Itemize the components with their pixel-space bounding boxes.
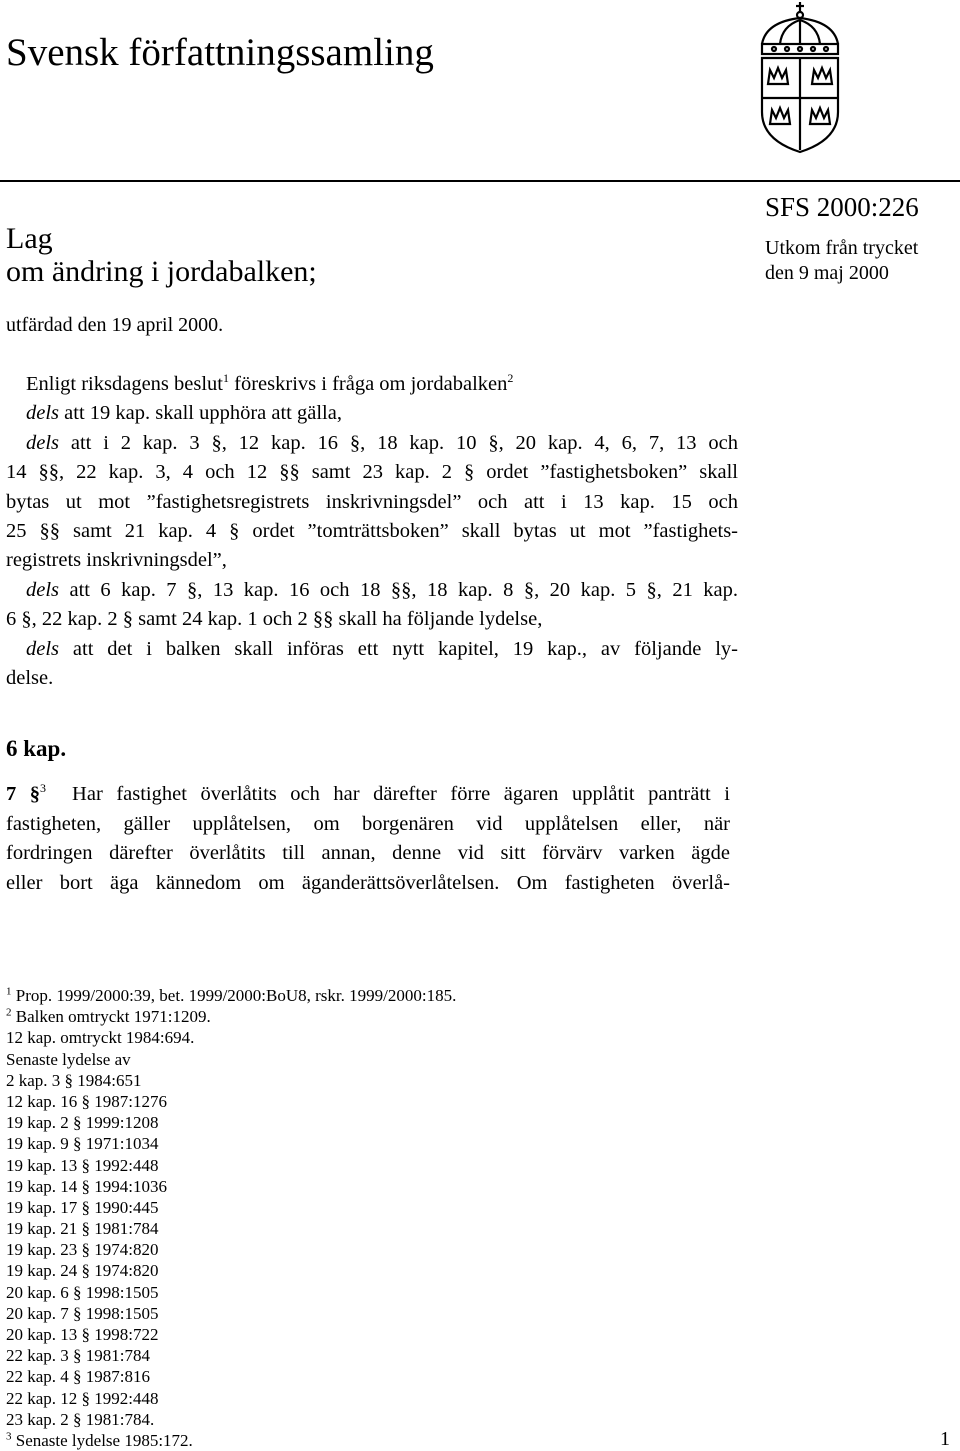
footnote-text: 2 kap. 3 § 1984:651 bbox=[6, 1070, 142, 1090]
footnote-text: 19 kap. 14 § 1994:1036 bbox=[6, 1176, 168, 1196]
footnote-text: Senaste lydelse av bbox=[6, 1049, 131, 1069]
publication-title: Svensk författningssamling bbox=[6, 31, 434, 74]
intro-text-span: att i 2 kap. 3 §, 12 kap. 16 §, 18 kap. 10 §, 20 kap. 4, 6, 7, 13 och bbox=[59, 431, 738, 454]
footnote-mark: 1 bbox=[6, 985, 12, 998]
footnote-line bbox=[6, 1176, 606, 1197]
footnote-line bbox=[6, 1324, 606, 1345]
footnote-text: 22 kap. 3 § 1981:784 bbox=[6, 1346, 151, 1366]
intro-line: 25 §§ samt 21 kap. 4 § ordet ”tomträttsboken” skall bytas ut mot ”fastighets- bbox=[6, 519, 738, 542]
page-number: 1 bbox=[940, 1428, 950, 1450]
footnote-text: 22 kap. 4 § 1987:816 bbox=[6, 1367, 151, 1387]
footnote-line bbox=[6, 1218, 606, 1239]
footnote-line bbox=[6, 1239, 606, 1260]
footnote-text: 19 kap. 2 § 1999:1208 bbox=[6, 1113, 159, 1133]
footnote-text: 19 kap. 9 § 1971:1034 bbox=[6, 1134, 159, 1154]
footnote-line bbox=[6, 1070, 606, 1091]
paragraph-number: 7 § bbox=[6, 783, 41, 805]
footnote-text: 19 kap. 21 § 1981:784 bbox=[6, 1219, 159, 1239]
paragraph-line: eller bort äga kännedom om äganderättsöverlåtelsen. Om fastigheten överlå- bbox=[6, 871, 730, 894]
intro-line bbox=[6, 370, 738, 399]
intro-text-span: föreskrivs i fråga om jordabalken bbox=[229, 373, 508, 395]
footnote-mark: 3 bbox=[6, 1430, 12, 1443]
footnote-line bbox=[6, 1430, 606, 1451]
footnotes bbox=[6, 985, 606, 1451]
intro-line bbox=[6, 635, 738, 664]
dels-keyword: dels bbox=[26, 402, 60, 425]
law-title bbox=[6, 222, 317, 288]
utkom-line-2: den 9 maj 2000 bbox=[765, 262, 889, 284]
intro-line bbox=[6, 429, 738, 458]
intro-text-span: att det i balken skall införas ett nytt kapitel, 19 kap., av följande ly- bbox=[59, 637, 738, 660]
footnote-text: 19 kap. 23 § 1974:820 bbox=[6, 1240, 159, 1260]
footnote-line bbox=[6, 1197, 606, 1218]
footnote-line bbox=[6, 1260, 606, 1281]
intro-line bbox=[6, 576, 738, 605]
footnote-line bbox=[6, 1345, 606, 1366]
footnote-line bbox=[6, 1366, 606, 1387]
sfs-number: SFS 2000:226 bbox=[765, 192, 919, 222]
intro-line: 6 §, 22 kap. 2 § samt 24 kap. 1 och 2 §§ skall ha följande lydelse, bbox=[6, 608, 543, 631]
footnote-line bbox=[6, 1388, 606, 1409]
footnote-text: 20 kap. 7 § 1998:1505 bbox=[6, 1303, 159, 1323]
footnote-text: Balken omtryckt 1971:1209. bbox=[11, 1007, 211, 1027]
dels-keyword: dels bbox=[26, 578, 60, 601]
footnote-text: 19 kap. 17 § 1990:445 bbox=[6, 1197, 159, 1217]
footnote-text: Prop. 1999/2000:39, bet. 1999/2000:BoU8, rskr. 1999/2000:185. bbox=[11, 986, 457, 1005]
paragraph-line bbox=[6, 780, 730, 810]
law-title-line-1: Lag bbox=[6, 222, 53, 255]
intro-line: 14 §§, 22 kap. 3, 4 och 12 §§ samt 23 kap. 2 § ordet ”fastighetsboken” skall bbox=[6, 461, 738, 484]
utkom-line-1: Utkom från trycket bbox=[765, 237, 919, 259]
footnote-line bbox=[6, 1133, 606, 1154]
footnote-text: 22 kap. 12 § 1992:448 bbox=[6, 1388, 159, 1408]
paragraph-7 bbox=[6, 780, 730, 898]
footnote-line bbox=[6, 1303, 606, 1324]
footnote-text: 23 kap. 2 § 1981:784. bbox=[6, 1409, 155, 1429]
publication-date bbox=[765, 236, 918, 286]
intro-text bbox=[6, 370, 738, 693]
footnote-text: 20 kap. 6 § 1998:1505 bbox=[6, 1282, 159, 1302]
paragraph-text: Har fastighet överlåtits och har därefter förre ägaren upplåtit panträtt i bbox=[72, 783, 730, 805]
footnote-text: 20 kap. 13 § 1998:722 bbox=[6, 1325, 159, 1344]
footnote-ref: 2 bbox=[507, 371, 514, 386]
footnote-line bbox=[6, 1409, 606, 1430]
chapter-heading: 6 kap. bbox=[6, 736, 67, 761]
intro-text-span: Enligt riksdagens beslut bbox=[26, 373, 224, 395]
footnote-line bbox=[6, 1112, 606, 1133]
intro-text-span: att 19 kap. skall upphöra att gälla, bbox=[59, 402, 342, 425]
law-title-line-2: om ändring i jordabalken; bbox=[6, 255, 317, 288]
footnote-text: 12 kap. omtryckt 1984:694. bbox=[6, 1028, 195, 1048]
footnote-line bbox=[6, 1049, 606, 1070]
footnote-text: 12 kap. 16 § 1987:1276 bbox=[6, 1091, 168, 1111]
footnote-line bbox=[6, 985, 606, 1006]
footnote-text: 19 kap. 24 § 1974:820 bbox=[6, 1261, 159, 1281]
footnote-text: Senaste lydelse 1985:172. bbox=[11, 1430, 193, 1450]
footnote-line bbox=[6, 1006, 606, 1027]
footnote-line bbox=[6, 1091, 606, 1112]
intro-line: registrets inskrivningsdel”, bbox=[6, 549, 227, 572]
footnote-line bbox=[6, 1155, 606, 1176]
intro-text-span: att 6 kap. 7 §, 13 kap. 16 och 18 §§, 18 kap. 8 §, 20 kap. 5 §, 21 kap. bbox=[59, 578, 738, 601]
dels-keyword: dels bbox=[26, 431, 60, 454]
footnote-line bbox=[6, 1027, 606, 1048]
intro-line: bytas ut mot ”fastighetsregistrets inskrivningsdel” och att i 13 kap. 15 och bbox=[6, 490, 738, 513]
footnote-text: 19 kap. 13 § 1992:448 bbox=[6, 1155, 159, 1175]
header-rule bbox=[0, 180, 960, 182]
paragraph-line: fordringen därefter överlåtits till annan, denne vid sitt förvärv varken ägde bbox=[6, 842, 730, 865]
intro-line: delse. bbox=[6, 666, 54, 689]
footnote-mark: 2 bbox=[6, 1006, 12, 1019]
dels-keyword: dels bbox=[26, 637, 60, 660]
swedish-coat-of-arms-icon bbox=[752, 0, 848, 156]
issued-date: utfärdad den 19 april 2000. bbox=[6, 314, 224, 336]
intro-line bbox=[6, 399, 738, 428]
footnote-ref: 3 bbox=[40, 781, 47, 796]
footnote-ref: 1 bbox=[223, 371, 230, 386]
paragraph-line: fastigheten, gäller upplåtelsen, om borgenären vid upplåtelsen eller, när bbox=[6, 812, 730, 835]
footnote-line bbox=[6, 1282, 606, 1303]
